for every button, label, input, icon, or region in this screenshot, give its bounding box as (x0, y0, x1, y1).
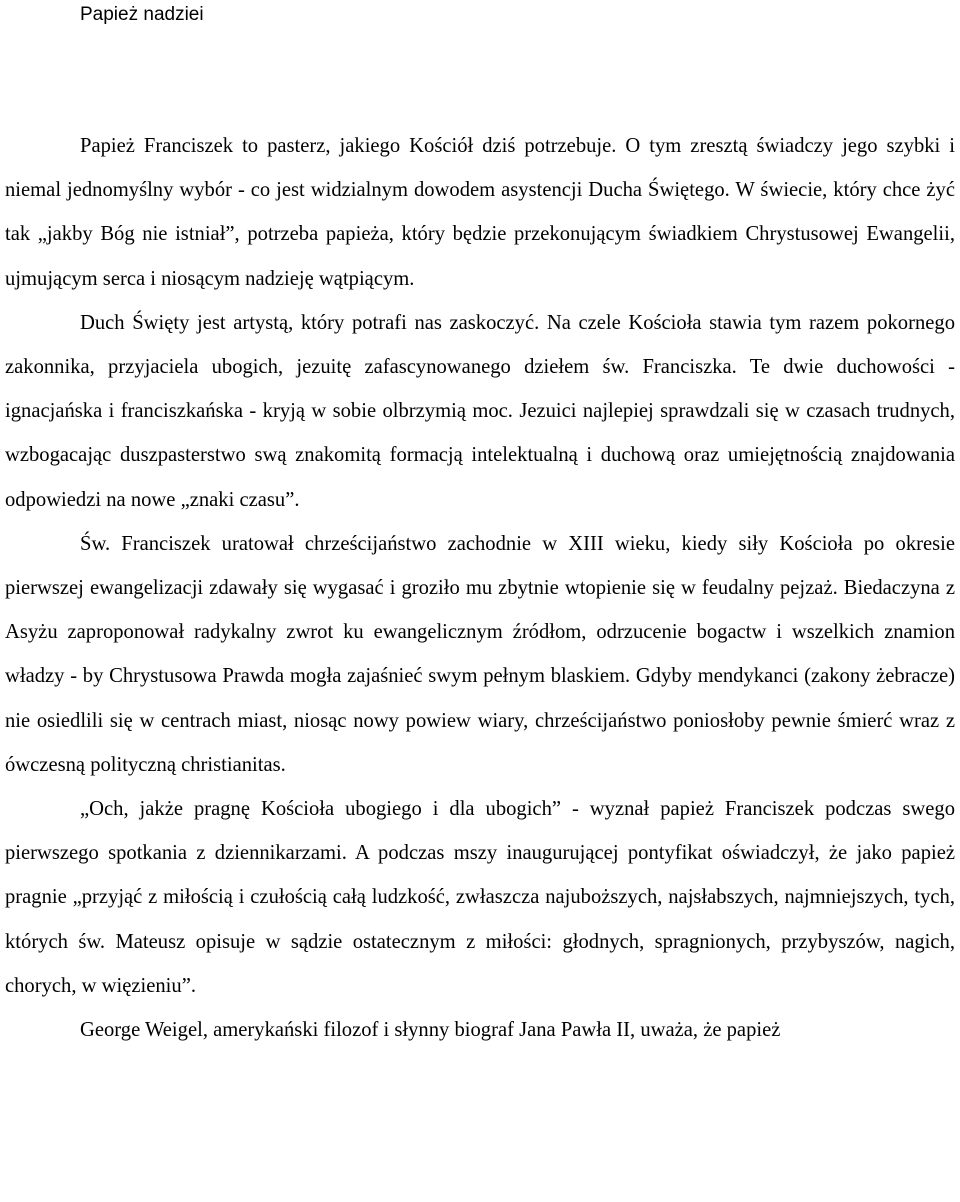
paragraph-2: Duch Święty jest artystą, który potrafi nas zaskoczyć. Na czele Kościoła stawia tym razem pokornego zakonnika, przyjaciela ubogich, jezuitę zafascynowanego dziełem św. Franciszka. Te dwie duchowości - ignacjańska i franciszkańska - kryją w sobie olbrzymią moc. Jezuici najlepiej sprawdzali się w czasach trudnych, wzbogacając duszpasterstwo swą znakomitą formacją intelektualną i duchową oraz umiejętnością znajdowania odpowiedzi na nowe „znaki czasu”. (5, 311, 955, 511)
document-title: Papież nadziei (80, 4, 204, 25)
paragraph-1: Papież Franciszek to pasterz, jakiego Kościół dziś potrzebuje. O tym zresztą świadczy jego szybki i niemal jednomyślny wybór - co jest widzialnym dowodem asystencji Ducha Świętego. W świecie, który chce żyć tak „jakby Bóg nie istniał”, potrzeba papieża, który będzie przekonującym świadkiem Chrystusowej Ewangelii, ujmującym serca i niosącym nadzieję wątpiącym. (5, 135, 955, 290)
paragraph-3: Św. Franciszek uratował chrześcijaństwo zachodnie w XIII wieku, kiedy siły Kościoła po okresie pierwszej ewangelizacji zdawały się wygasać i groziło mu zbytnie wtopienie się w feudalny pejzaż. Biedaczyna z Asyżu zaproponował radykalny zwrot ku ewangelicznym źródłom, odrzucenie bogactw i wszelkich znamion władzy - by Chrystusowa Prawda mogła zajaśnieć swym pełnym blaskiem. Gdyby mendykanci (zakony żebracze) nie osiedlili się w centrach miast, niosąc nowy powiew wiary, chrześcijaństwo poniosłoby pewnie śmierć wraz z ówczesną polityczną christianitas. (5, 532, 955, 776)
document-body (5, 124, 955, 1052)
paragraph-4: „Och, jakże pragnę Kościoła ubogiego i dla ubogich” - wyznał papież Franciszek podczas swego pierwszego spotkania z dziennikarzami. A podczas mszy inaugurującej pontyfikat oświadczył, że jako papież pragnie „przyjąć z miłością i czułością całą ludzkość, zwłaszcza najuboższych, najsłabszych, najmniejszych, tych, których św. Mateusz opisuje w sądzie ostatecznym z miłości: głodnych, spragnionych, przybyszów, nagich, chorych, w więzieniu”. (5, 798, 955, 997)
paragraph-5: George Weigel, amerykański filozof i słynny biograf Jana Pawła II, uważa, że papież (80, 1019, 781, 1042)
